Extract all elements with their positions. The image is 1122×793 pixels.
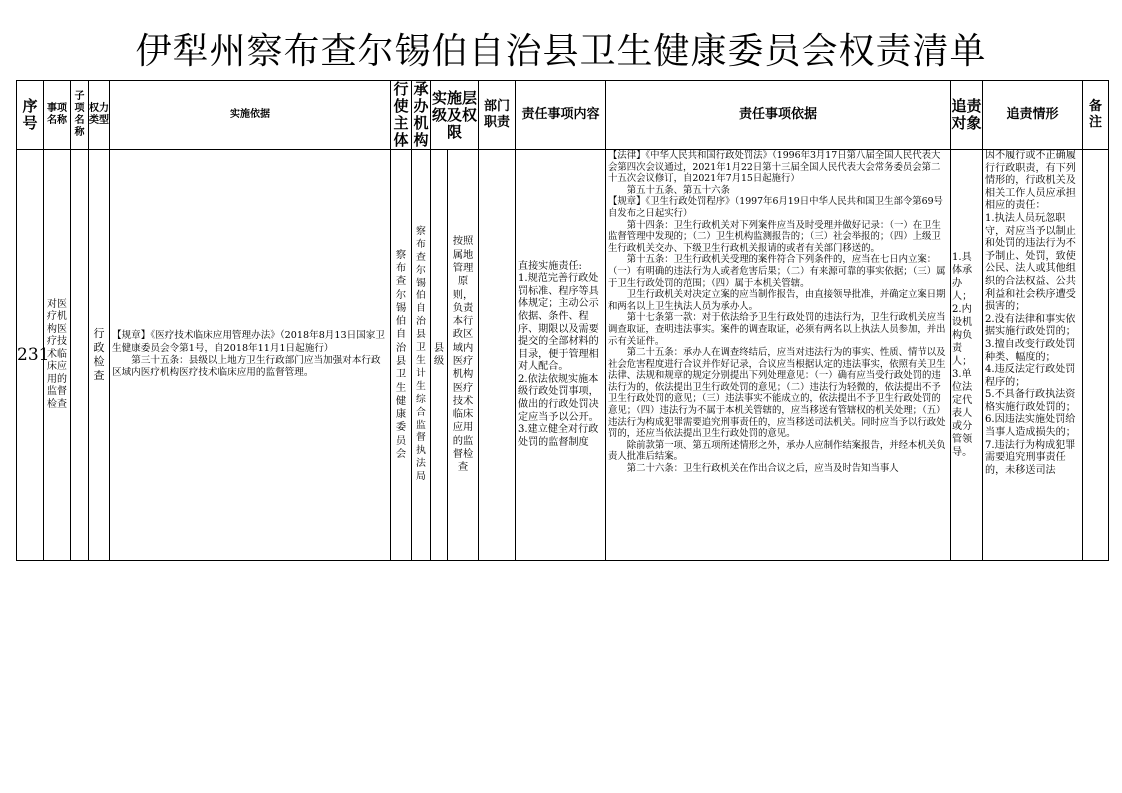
header-seq: 序号 bbox=[17, 81, 44, 150]
resp-basis-para: 【法律】《中华人民共和国行政处罚法》（1996年3月17日第八届全国人民代表大会第四次会议通过，2021年1月22日第十三届全国人民代表大会常务委员会第二十五次会议修订，自2021年7月15日起施行） bbox=[608, 150, 941, 185]
row-item-name: 对医疗机构医疗技术临床应用的监督检查 bbox=[44, 150, 71, 561]
resp-content-title: 直接实施责任: bbox=[518, 260, 582, 272]
resp-basis-para: 第十五条：卫生行政机关受理的案件符合下列条件的，应当在七日内立案：（一）有明确的违法行为人或者危害后果；（二）有来源可靠的事实依据；（三）属于卫生行政处罚的范围；（四）属于本机关管辖。 bbox=[608, 254, 946, 289]
basis-line-2: 第三十五条：县级以上地方卫生行政部门应当加强对本行政区域内医疗机构医疗技术临床应用的监督管理。 bbox=[112, 355, 381, 379]
header-dept: 部门职责 bbox=[479, 81, 516, 150]
row-resp-basis bbox=[606, 150, 951, 561]
row-sub-item bbox=[71, 150, 89, 561]
header-power-type: 权力类型 bbox=[89, 81, 110, 150]
resp-content-1: 1.规范完善行政处罚标准、程序等具体规定；主动公示依据、条件、程序、期限以及需要提交的全部材料的目录，便于管理相对人配合。 bbox=[518, 273, 599, 373]
header-subject: 行使主体 bbox=[391, 81, 412, 150]
situation-line: 3.擅自改变行政处罚种类、幅度的； bbox=[985, 338, 1076, 363]
row-power-type: 行政检查 bbox=[89, 150, 110, 561]
power-list-table bbox=[16, 80, 1109, 561]
row-subject: 察布查尔锡伯自治县卫生健康委员会 bbox=[391, 150, 412, 561]
page-title: 伊犁州察布查尔锡伯自治县卫生健康委员会权责清单 bbox=[135, 31, 987, 72]
situation-line: 因不履行或不正确履行行政职责，有下列情形的，行政机关及相关工作人员应承担相应的责任： bbox=[985, 150, 1076, 212]
header-situation: 追责情形 bbox=[983, 81, 1083, 150]
situation-line: 5.不具备行政执法资格实施行政处罚的； bbox=[985, 389, 1076, 413]
authority-cell bbox=[447, 150, 478, 560]
row-dept bbox=[479, 150, 516, 561]
basis-line-1: 【规章】《医疗技术临床应用管理办法》（2018年8月13日国家卫生健康委员会令第1号，自2018年11月1日起施行） bbox=[112, 330, 385, 354]
header-basis: 实施依据 bbox=[110, 81, 391, 150]
header-sub-item: 子项名称 bbox=[71, 81, 89, 150]
row-basis bbox=[110, 150, 391, 561]
header-resp-content: 责任事项内容 bbox=[516, 81, 606, 150]
resp-basis-para: 第十七条第一款：对于依法给予卫生行政处罚的违法行为，卫生行政机关应当调查取证，查明违法事实。案件的调查取证，必须有两名以上执法人员参加，并出示有关证件。 bbox=[608, 312, 946, 347]
row-seq: 231 bbox=[17, 150, 44, 561]
row-authority: 按照属地管理原则，负责本行政区域内医疗机构医疗技术临床应用的监督检查 bbox=[452, 235, 474, 474]
resp-content-2: 2.依法依规实施本级行政处罚事项，做出的行政处罚决定应当予以公开。 bbox=[518, 373, 599, 423]
header-level: 实施层级及权限 bbox=[431, 81, 479, 150]
header-agency: 承办机构 bbox=[413, 80, 429, 149]
situation-line: 6.因违法实施处罚给当事人造成损失的； bbox=[985, 414, 1076, 439]
resp-basis-para: 第五十五条、第五十六条 bbox=[626, 184, 730, 196]
resp-basis-para: 除前款第一项、第五项所述情形之外，承办人应制作结案报告，并经本机关负责人批准后结案。 bbox=[608, 439, 946, 463]
resp-basis-para: 第十四条：卫生行政机关对下列案件应当及时受理并做好记录：（一）在卫生监督管理中发现的；（二）卫生机构监测报告的；（三）社会举报的；（四）上级卫生行政机关交办、下级卫生行政机关报请的或者有关部门移送的。 bbox=[608, 219, 941, 254]
resp-basis-para: 【规章】《卫生行政处罚程序》（1997年6月19日中华人民共和国卫生部令第69号 自发布之日起实行） bbox=[608, 196, 943, 219]
header-item-name: 事项名称 bbox=[44, 81, 71, 150]
resp-basis-para: 第二十六条：卫生行政机关在作出合议之后，应当及时告知当事人 bbox=[626, 463, 899, 475]
resp-basis-para: 第二十五条：承办人在调查终结后，应当对违法行为的事实、性质、情节以及社会危害程度进行合议并作好记录，合议应当根据认定的违法事实，依照有关卫生法律、法规和规章的规定分别提出下列处理意见：（一）确有应当受行政处罚的违法行为的，依法提出卫生行政处罚的意见；（二）违法行为轻微的，依法提出不予卫生行政处罚的意见；（三）违法事实不能成立的，依法提出不予卫生行政处罚的意见；（四）违法行为不属于本机关管辖的，应当移送有管辖权的机关处理；（五）违法行为构成犯罪需要追究刑事责任的，应当移送司法机关。同时应当予以行政处罚的，还应当依法提出卫生行政处罚的意见。 bbox=[608, 347, 946, 440]
header-target: 追责对象 bbox=[951, 81, 983, 150]
resp-basis-para: 卫生行政机关对决定立案的应当制作报告，由直接领导批准，并确定立案日期和两名以上卫生执法人员为承办人。 bbox=[608, 289, 946, 312]
row-resp-content bbox=[516, 150, 606, 561]
resp-content-3: 3.建立健全对行政处罚的监督制度 bbox=[518, 424, 599, 448]
table-row bbox=[17, 150, 1109, 561]
row-note bbox=[1083, 150, 1109, 561]
situation-line: 4.违反法定行政处罚程序的； bbox=[985, 364, 1076, 388]
row-level: 县级 bbox=[433, 341, 445, 367]
row-situation bbox=[983, 150, 1083, 561]
situation-line: 2.没有法律和事实依据实施行政处罚的； bbox=[985, 313, 1076, 338]
row-agency: 察布查尔锡伯自治县卫生计生综合监督执法局 bbox=[412, 150, 431, 561]
header-note: 备注 bbox=[1083, 81, 1109, 150]
row-target: 1.具体承办人；2.内设机构负责人；3.单位法定代表人或分管领导。 bbox=[951, 150, 983, 561]
situation-line: 1.执法人员玩忽职守，对应当予以制止和处罚的违法行为不予制止、处罚，致使公民、法人或其他组织的合法权益、公共利益和社会秩序遭受损害的； bbox=[985, 212, 1076, 313]
situation-line: 7.违法行为构成犯罪需要追究刑事责任的，未移送司法 bbox=[985, 439, 1076, 476]
header-resp-basis: 责任事项依据 bbox=[606, 81, 951, 150]
header-row bbox=[17, 81, 1109, 150]
row-level-authority bbox=[431, 150, 479, 561]
